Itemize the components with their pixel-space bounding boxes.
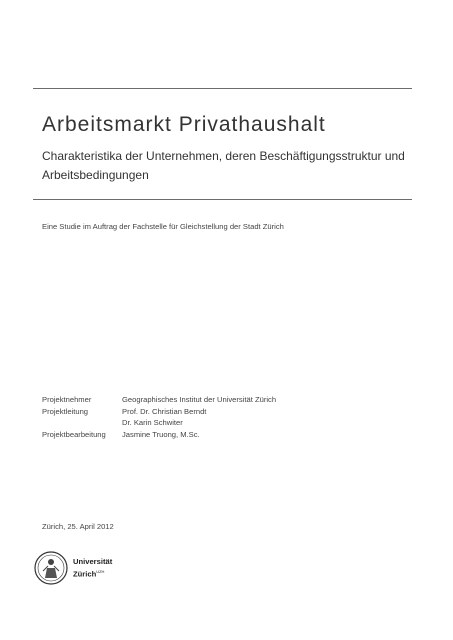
commission-note: Eine Studie im Auftrag der Fachstelle für Gleichstellung der Stadt Zürich [42,222,284,231]
meta-label: Projektbearbeitung [42,429,106,439]
meta-value: Dr. Karin Schwiter [122,418,183,427]
meta-row [42,406,276,418]
logo-line-2: Zürich$^{UZH}$ [73,568,105,579]
logo-line-1: Universität [73,556,113,566]
top-rule [33,88,412,89]
university-logo [34,551,112,585]
project-meta [42,394,276,440]
meta-row [42,417,276,429]
meta-label [42,417,122,429]
meta-value: Geographisches Institut der Universität Zürich [122,395,277,404]
meta-value: Jasmine Truong, M.Sc. [122,429,200,439]
document-date: Zürich, 25. April 2012 [42,522,114,531]
meta-row [42,429,276,441]
page-title: Arbeitsmarkt Privathaushalt [42,113,326,136]
meta-label: Projektleitung [42,406,89,416]
logo-text [73,557,112,580]
meta-value: Prof. Dr. Christian Berndt [122,406,207,416]
university-seal-icon [34,551,68,585]
meta-label: Projektnehmer [42,395,92,404]
meta-row [42,394,276,406]
bottom-rule [33,199,412,200]
page-subtitle: Charakteristika der Unternehmen, deren Beschäftigungsstruktur und Arbeitsbedingungen [42,149,405,182]
